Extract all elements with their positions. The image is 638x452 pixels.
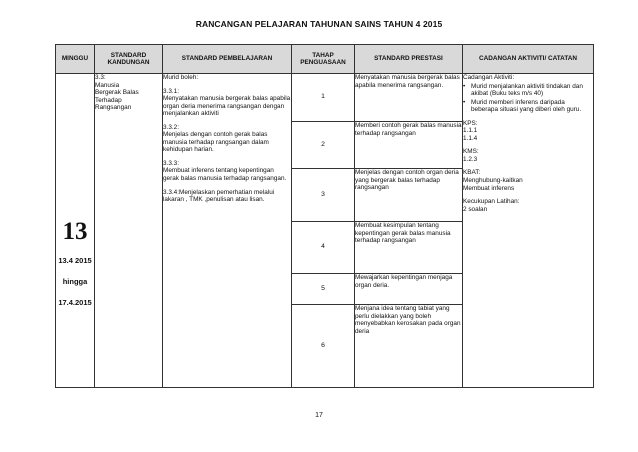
tahap-cell: 4: [292, 222, 355, 274]
header-cadangan: CADANGAN AKTIVITI/ CATATAN: [463, 45, 594, 74]
prestasi-cell: Menjana idea tentang tabiat yang perlu dielakkan yang boleh menyebabkan kerosakan pada organ deria: [355, 305, 463, 388]
tahap-cell: 3: [292, 169, 355, 222]
lesson-plan-table: [55, 44, 594, 388]
kbat-item: Membuat inferens: [463, 184, 515, 192]
tahap-cell: 2: [292, 122, 355, 169]
kms-item: 1.2.3: [463, 155, 478, 163]
kandungan-line: Bergerak Balas: [95, 89, 139, 97]
kps-label: KPS:: [463, 119, 478, 127]
tahap-cell: 5: [292, 274, 355, 305]
tahap-cell: 1: [292, 74, 355, 122]
header-standard-pembelajaran: STANDARD PEMBELAJARAN: [163, 45, 292, 74]
prestasi-cell: Menjelas dengan contoh organ deria yang bergerak balas terhadap rangsangan: [355, 169, 463, 222]
pembelajaran-text: Menjelas dengan contoh gerak balas manusia terhadap rangsangan dalam kehidupan harian.: [163, 131, 269, 154]
kms-label: KMS:: [463, 148, 479, 156]
list-item: [463, 82, 593, 98]
header-standard-kandungan: STANDARD KANDUNGAN: [95, 45, 163, 74]
pembelajaran-text: Menyatakan manusia bergerak balas apabila organ deria menerima rangsangan dengan menjalankan aktiviti: [163, 95, 291, 118]
bullet-icon: •: [463, 82, 466, 90]
table-row: [56, 74, 594, 122]
kecukupan-value: 2 soalan: [463, 205, 488, 213]
kecukupan-label: Kecukupan Latihan:: [463, 198, 520, 206]
cadangan-cell: [463, 74, 594, 388]
activity-list: [463, 83, 593, 114]
kandungan-line: 3.3:: [95, 74, 106, 81]
bullet-icon: •: [463, 98, 466, 106]
list-item: [463, 98, 593, 114]
kbat-label: KBAT:: [463, 169, 481, 177]
pembelajaran-code: 3.3.1:: [163, 87, 179, 95]
kandungan-line: Rangsangan: [95, 104, 132, 112]
cadangan-heading: Cadangan Aktiviti:: [463, 74, 515, 81]
header-row: [56, 45, 594, 74]
kandungan-line: Terhadap: [95, 96, 122, 104]
pembelajaran-text: Membuat inferens tentang kepentingan gerak balas manusia terhadap rangsangan.: [163, 167, 287, 183]
week-cell: [56, 74, 95, 388]
week-date-start: 13.4 2015: [58, 255, 92, 265]
kps-item: 1.1.1: [463, 127, 478, 135]
activity-text: Murid menjalankan aktiviti tindakan dan akibat (Buku teks m/s 40): [471, 82, 583, 98]
header-minggu: MINGGU: [56, 45, 95, 74]
standard-kandungan-cell: [95, 74, 163, 388]
header-tahap-penguasaan: TAHAP PENGUASAAN: [292, 45, 355, 74]
prestasi-cell: Menyatakan manusia bergerak balas apabila menerima rangsangan.: [355, 74, 463, 122]
week-date-separator: hingga: [62, 276, 88, 286]
week-date-end: 17.4.2015: [58, 297, 92, 307]
document-title: RANCANGAN PELAJARAN TAHUNAN SAINS TAHUN 4 2015: [195, 19, 443, 29]
tahap-cell: 6: [292, 305, 355, 388]
pembelajaran-code: 3.3.2:: [163, 123, 179, 131]
kbat-item: Menghubung-kaitkan: [463, 177, 523, 185]
kps-item: 1.1.4: [463, 134, 478, 142]
prestasi-cell: Membuat kesimpulan tentang kepentingan gerak balas manusia terhadap rangsangan: [355, 222, 463, 274]
pembelajaran-intro: Murid boleh:: [163, 74, 199, 81]
page-number: 17: [315, 412, 323, 419]
week-number: 13: [62, 218, 88, 246]
activity-text: Murid memberi inferens daripada beberapa situasi yang diberi oleh guru.: [471, 98, 582, 114]
pembelajaran-code: 3.3.3:: [163, 159, 179, 167]
pembelajaran-text: 3.3.4:Menjelaskan pemerhatian melalui lakaran , TMK ,penulisan atau lisan.: [163, 188, 275, 204]
prestasi-cell: Mewajarkan kepentingan menjaga organ deria.: [355, 274, 463, 305]
standard-pembelajaran-cell: [163, 74, 292, 388]
header-standard-prestasi: STANDARD PRESTASI: [355, 45, 463, 74]
prestasi-cell: Memberi contoh gerak balas manusia terhadap rangsangan: [355, 122, 463, 169]
kandungan-line: Manusia: [95, 81, 120, 89]
